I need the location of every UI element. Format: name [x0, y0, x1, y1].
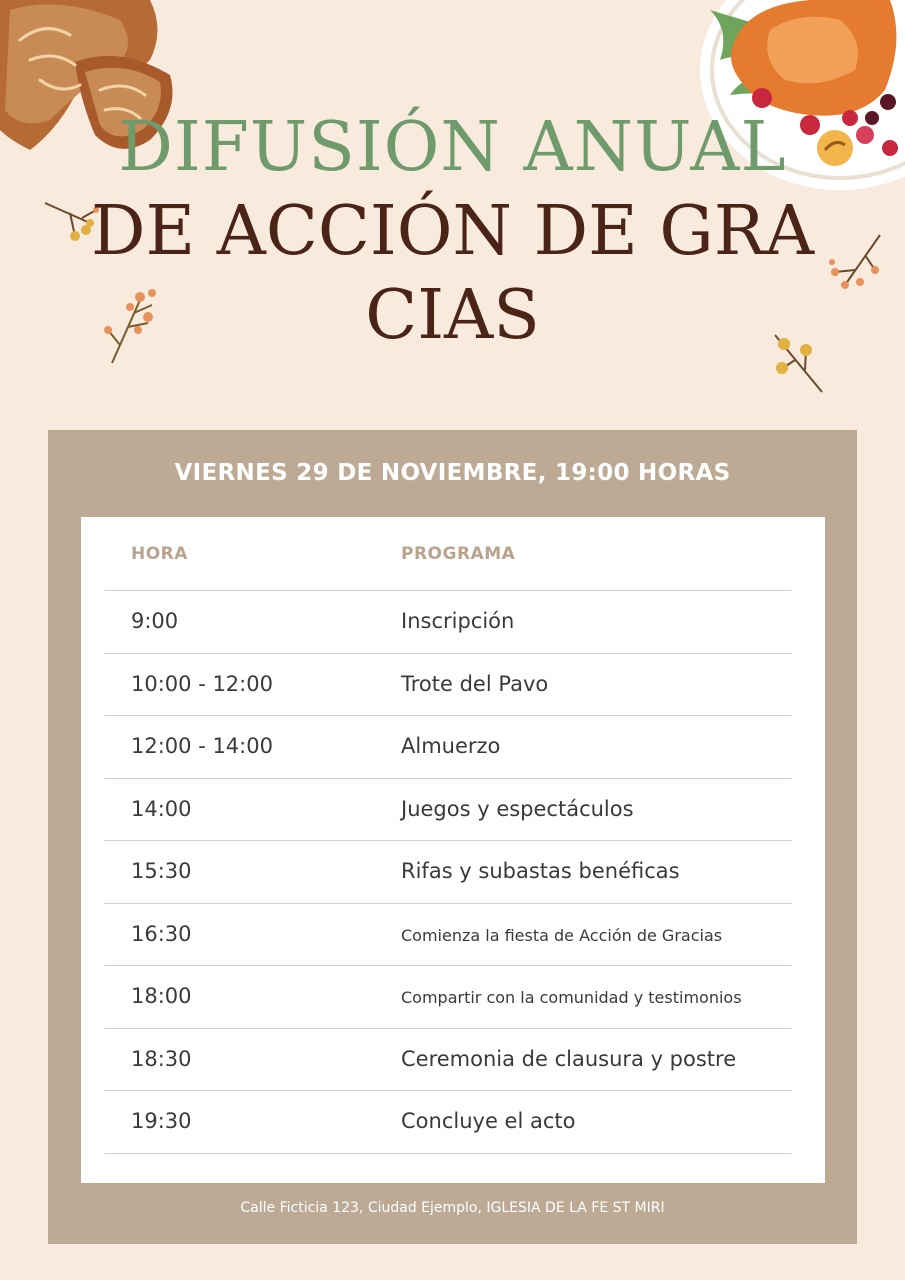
row-programa: Inscripción — [401, 609, 515, 633]
table-row — [104, 778, 792, 841]
table-row — [104, 1028, 792, 1091]
row-programa: Rifas y subastas benéficas — [401, 859, 680, 883]
title-line-2b: CIAS — [365, 276, 540, 355]
row-hora: 18:30 — [131, 1047, 192, 1071]
row-programa: Compartir con la comunidad y testimonios — [401, 988, 742, 1007]
row-hora: 9:00 — [131, 609, 179, 633]
table-row — [104, 965, 792, 1028]
header-programa: PROGRAMA — [401, 544, 516, 564]
title-line-1: DIFUSIÓN ANUAL — [118, 108, 787, 187]
footer-address: Calle Ficticia 123, Ciudad Ejemplo, IGLESIA DE LA FE ST MIRI — [240, 1200, 665, 1216]
row-hora: 12:00 - 14:00 — [131, 734, 273, 758]
table-row — [104, 715, 792, 778]
title-line-2a: DE ACCIÓN DE GRA — [90, 192, 815, 271]
row-programa: Concluye el acto — [401, 1109, 576, 1133]
row-hora: 15:30 — [131, 859, 192, 883]
row-programa: Trote del Pavo — [401, 672, 549, 696]
row-hora: 18:00 — [131, 984, 192, 1008]
row-hora: 14:00 — [131, 797, 192, 821]
row-programa: Comienza la fiesta de Acción de Gracias — [401, 926, 723, 945]
table-row — [104, 653, 792, 716]
row-programa: Almuerzo — [401, 734, 501, 758]
row-hora: 19:30 — [131, 1109, 192, 1133]
table-bottom-divider — [104, 1153, 792, 1154]
event-date-time: VIERNES 29 DE NOVIEMBRE, 19:00 HORAS — [174, 460, 731, 486]
header-hora: HORA — [131, 544, 188, 564]
row-hora: 10:00 - 12:00 — [131, 672, 273, 696]
table-row — [104, 903, 792, 966]
table-row — [104, 840, 792, 903]
title-line-2 — [0, 190, 905, 358]
row-programa: Ceremonia de clausura y postre — [401, 1047, 737, 1071]
row-hora: 16:30 — [131, 922, 192, 946]
row-programa: Juegos y espectáculos — [401, 797, 634, 821]
table-row — [104, 1090, 792, 1153]
table-row — [104, 590, 792, 653]
